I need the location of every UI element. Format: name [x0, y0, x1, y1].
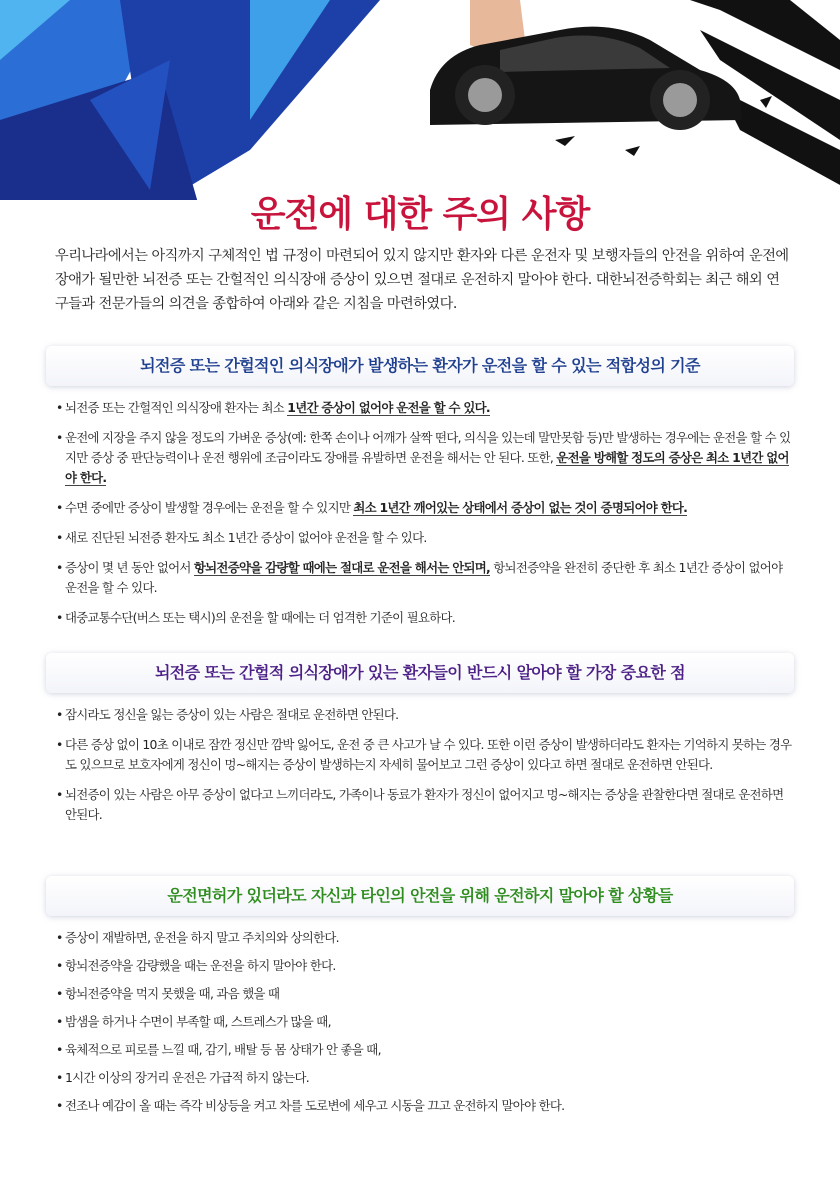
list-item: • 항뇌전증약을 먹지 못했을 때, 과음 했을 때 [56, 984, 796, 1004]
list-item: • 수면 중에만 증상이 발생할 경우에는 운전을 할 수 있지만 최소 1년간 깨어있는 상태에서 증상이 없는 것이 증명되어야 한다. [56, 498, 796, 518]
list-item: • 잠시라도 정신을 잃는 증상이 있는 사람은 절대로 운전하면 안된다. [56, 705, 796, 725]
criteria-list [56, 398, 796, 638]
important-list [56, 705, 796, 835]
list-item: • 전조나 예감이 올 때는 즉각 비상등을 켜고 차를 도로변에 세우고 시동을 끄고 운전하지 말아야 한다. [56, 1096, 796, 1116]
list-item: • 뇌전증 또는 간헐적인 의식장애 환자는 최소 1년간 증상이 없어야 운전을 할 수 있다. [56, 398, 796, 418]
section-heading-situations: 운전면허가 있더라도 자신과 타인의 안전을 위해 운전하지 말아야 할 상황들 [46, 876, 794, 916]
list-item: • 뇌전증이 있는 사람은 아무 증상이 없다고 느끼더라도, 가족이나 동료가 환자가 정신이 없어지고 멍~해지는 증상을 관찰한다면 절대로 운전하면 안된다. [56, 785, 796, 825]
hero-banner [0, 0, 840, 200]
list-item: • 운전에 지장을 주지 않을 정도의 가벼운 증상(예: 한쪽 손이나 어깨가 살짝 떤다, 의식을 있는데 말만못함 등)만 발생하는 경우에는 운전을 할 수 있지만 증상 중 판단능력이나 운전 행위에 조금이라도 장애를 유발하면 운전을 해서는 안 된다. 또한, 운전을 방해할 정도의 증상은 최소 1년간 없어야 한다. [56, 428, 796, 488]
road-stripe-1 [690, 0, 840, 70]
intro-paragraph: 우리나라에서는 아직까지 구체적인 법 규정이 마련되어 있지 않지만 환자와 다른 운전자 및 보행자들의 안전을 위하여 운전에 장애가 될만한 뇌전증 또는 간헐적인 의식장애 증상이 있으면 절대로 운전하지 말아야 한다. 대한뇌전증학회는 최근 해외 연구들과 전문가들의 의견을 종합하여 아래와 같은 지침을 마련하였다. [55, 248, 789, 312]
list-item: • 항뇌전증약을 감량했을 때는 운전을 하지 말아야 한다. [56, 956, 796, 976]
section-heading-important: 뇌전증 또는 간헐적 의식장애가 있는 환자들이 반드시 알아야 할 가장 중요한 점 [46, 653, 794, 693]
list-item: • 다른 증상 없이 10초 이내로 잠깐 정신만 깜박 잃어도, 운전 중 큰 사고가 날 수 있다. 또한 이런 증상이 발생하더라도 환자는 기억하지 못하는 경우도 있으므로 보호자에게 정신이 멍~해지는 증상이 발생하는지 자세히 물어보고 그런 증상이 있다고 하면 절대로 운전하면 안된다. [56, 735, 796, 775]
page-title: 운전에 대한 주의 사항 [250, 194, 590, 235]
hero-illustration [0, 0, 840, 200]
list-item: • 증상이 재발하면, 운전을 하지 말고 주치의와 상의한다. [56, 928, 796, 948]
list-item: • 대중교통수단(버스 또는 택시)의 운전을 할 때에는 더 엄격한 기준이 필요하다. [56, 608, 796, 628]
section-heading-criteria: 뇌전증 또는 간헐적인 의식장애가 발생하는 환자가 운전을 할 수 있는 적합성의 기준 [46, 346, 794, 386]
list-item: • 새로 진단된 뇌전증 환자도 최소 1년간 증상이 없어야 운전을 할 수 있다. [56, 528, 796, 548]
list-item: • 1시간 이상의 장거리 운전은 가급적 하지 않는다. [56, 1068, 796, 1088]
list-item: • 증상이 몇 년 동안 없어서 항뇌전증약을 감량할 때에는 절대로 운전을 해서는 안되며, 항뇌전증약을 완전히 중단한 후 최소 1년간 증상이 없어야 운전을 할 수 있다. [56, 558, 796, 598]
list-item: • 밤샘을 하거나 수면이 부족할 때, 스트레스가 많을 때, [56, 1012, 796, 1032]
situations-list [56, 928, 796, 1124]
list-item: • 육체적으로 피로를 느낄 때, 감기, 배탈 등 몸 상태가 안 좋을 때, [56, 1040, 796, 1060]
